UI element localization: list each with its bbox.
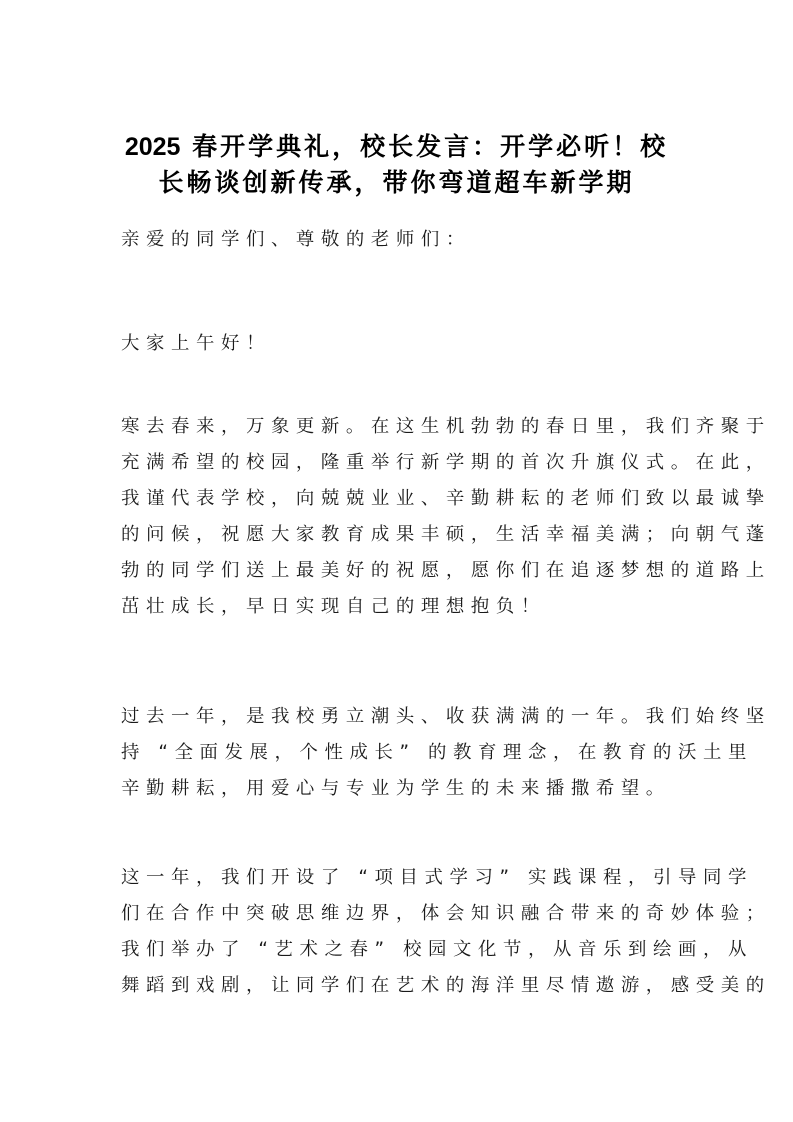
title-year: 2025 xyxy=(124,133,181,161)
document-title xyxy=(110,124,683,196)
title-line-1 xyxy=(110,124,683,160)
text-line: 茁壮成长，早日实现自己的理想抱负！ xyxy=(121,596,546,617)
text-line: 大家上午好！ xyxy=(121,333,271,354)
text-line: 这一年，我们开设了 “项目式学习” 实践课程，引导同学 xyxy=(121,867,753,888)
text-line: 勃的同学们送上最美好的祝愿，愿你们在追逐梦想的道路上 xyxy=(121,560,771,581)
text-line: 的问候，祝愿大家教育成果丰硕，生活幸福美满；向朝气蓬 xyxy=(121,524,771,545)
text-line: 们在合作中突破思维边界，体会知识融合带来的奇妙体验； xyxy=(121,903,771,924)
text-line: 辛勤耕耘，用爱心与专业为学生的未来播撒希望。 xyxy=(121,778,671,799)
text-line: 持 “全面发展，个性成长” 的教育理念，在教育的沃土里 xyxy=(121,742,753,763)
achievements-paragraph xyxy=(121,860,771,1004)
opening-paragraph xyxy=(121,409,771,625)
review-paragraph xyxy=(121,699,771,807)
text-line: 亲爱的同学们、尊敬的老师们： xyxy=(121,229,471,250)
text-line: 舞蹈到戏剧，让同学们在艺术的海洋里尽情遨游，感受美的 xyxy=(121,975,771,996)
text-line: 过去一年，是我校勇立潮头、收获满满的一年。我们始终坚 xyxy=(121,706,771,727)
text-line: 充满希望的校园，隆重举行新学期的首次升旗仪式。在此， xyxy=(121,452,771,473)
title-line-2: 长畅谈创新传承，带你弯道超车新学期 xyxy=(158,168,635,197)
salutation-paragraph xyxy=(121,326,681,362)
text-line: 我们举办了 “艺术之春” 校园文化节，从音乐到绘画，从 xyxy=(121,939,753,960)
title-line-1-text: 春开学典礼，校长发言：开学必听！校 xyxy=(180,132,669,161)
text-line: 寒去春来，万象更新。在这生机勃勃的春日里，我们齐聚于 xyxy=(121,416,771,437)
text-line: 我谨代表学校，向兢兢业业、辛勤耕耘的老师们致以最诚挚 xyxy=(121,488,771,509)
greeting-paragraph xyxy=(121,222,681,258)
